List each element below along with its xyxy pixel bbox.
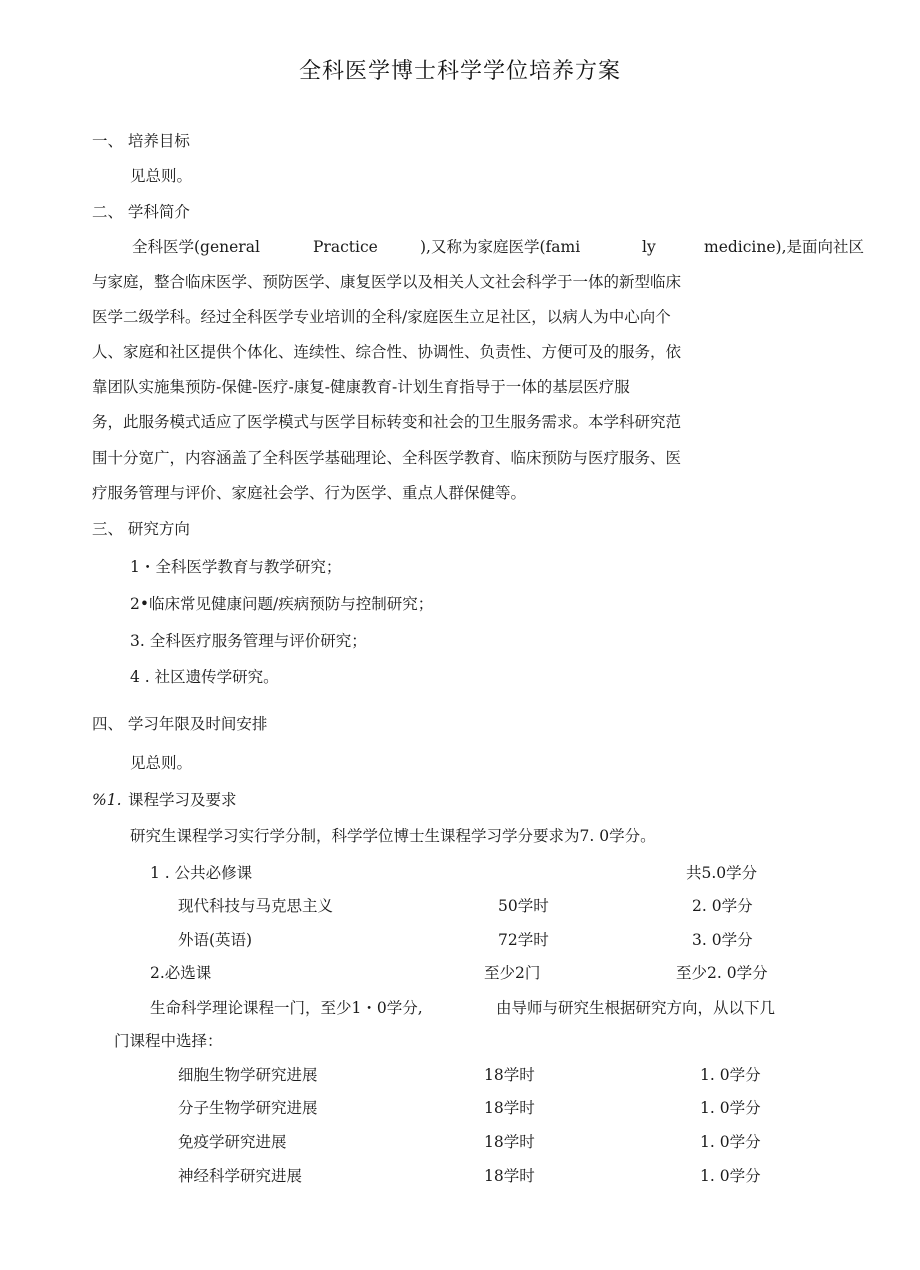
course-credits: 1. 0学分 bbox=[700, 1133, 761, 1151]
section-5-number: %1. bbox=[92, 791, 122, 809]
course-credits: 1. 0学分 bbox=[700, 1066, 761, 1084]
elective-note-c: 门课程中选择： bbox=[114, 1032, 223, 1050]
public-course-total: 共5.0学分 bbox=[686, 864, 758, 882]
intro-part-3: ),又称为家庭医学(fami bbox=[420, 238, 581, 256]
intro-part-5: medicine),是面向社区 bbox=[704, 238, 865, 256]
research-direction-item: 2•临床常见健康问题/疾病预防与控制研究； bbox=[130, 595, 434, 613]
intro-part-1: 全科医学(general bbox=[132, 238, 260, 256]
course-name: 神经科学研究进展 bbox=[178, 1167, 303, 1185]
course-credits: 3. 0学分 bbox=[692, 931, 753, 949]
section-1-body: 见总则。 bbox=[130, 167, 193, 185]
paragraph-line: 医学二级学科。经过全科医学专业培训的全科/家庭医生立足社区，以病人为中心向个 bbox=[92, 308, 671, 326]
public-course-label: 1 . 公共必修课 bbox=[150, 864, 253, 882]
course-name: 现代科技与马克思主义 bbox=[178, 897, 334, 915]
section-2-heading: 二、 学科简介 bbox=[92, 203, 190, 221]
course-name: 外语(英语) bbox=[178, 931, 253, 949]
research-direction-item: 3. 全科医疗服务管理与评价研究； bbox=[130, 632, 367, 650]
elective-course-count: 至少2门 bbox=[484, 964, 541, 982]
paragraph-line: 围十分宽广，内容涵盖了全科医学基础理论、全科医学教育、临床预防与医疗服务、医 bbox=[92, 449, 682, 467]
elective-course-credits: 至少2. 0学分 bbox=[676, 964, 768, 982]
research-direction-item: 1・全科医学教育与教学研究； bbox=[130, 558, 342, 576]
section-1-heading: 一、 培养目标 bbox=[92, 132, 190, 150]
section-4-body: 见总则。 bbox=[130, 754, 193, 772]
page-title: 全科医学博士科学学位培养方案 bbox=[298, 59, 621, 84]
course-credits: 1. 0学分 bbox=[700, 1099, 761, 1117]
course-hours: 18学时 bbox=[484, 1133, 535, 1151]
course-hours: 50学时 bbox=[498, 897, 549, 915]
elective-note-a: 生命科学理论课程一门，至少1・0学分, bbox=[150, 999, 423, 1017]
paragraph-line: 务，此服务模式适应了医学模式与医学目标转变和社会的卫生服务需求。本学科研究范 bbox=[92, 413, 682, 431]
paragraph-line: 靠团队实施集预防-保健-医疗-康复-健康教育-计划生育指导于一体的基层医疗服 bbox=[92, 378, 630, 396]
course-credits: 2. 0学分 bbox=[692, 897, 753, 915]
course-name: 分子生物学研究进展 bbox=[178, 1099, 318, 1117]
intro-part-4: ly bbox=[642, 238, 656, 256]
course-name: 免疫学研究进展 bbox=[178, 1133, 287, 1151]
course-hours: 18学时 bbox=[484, 1099, 535, 1117]
section-5-intro: 研究生课程学习实行学分制，科学学位博士生课程学习学分要求为7. 0学分。 bbox=[130, 827, 656, 845]
elective-course-label: 2.必选课 bbox=[150, 964, 212, 982]
course-hours: 72学时 bbox=[498, 931, 549, 949]
section-5-heading: 课程学习及要求 bbox=[128, 791, 237, 809]
course-hours: 18学时 bbox=[484, 1167, 535, 1185]
research-direction-item: 4 . 社区遗传学研究。 bbox=[130, 668, 279, 686]
section-4-heading: 四、 学习年限及时间安排 bbox=[92, 715, 268, 733]
course-name: 细胞生物学研究进展 bbox=[178, 1066, 318, 1084]
paragraph-line: 与家庭，整合临床医学、预防医学、康复医学以及相关人文社会科学于一体的新型临床 bbox=[92, 273, 682, 291]
paragraph-line: 人、家庭和社区提供个体化、连续性、综合性、协调性、负责性、方便可及的服务，依 bbox=[92, 343, 682, 361]
course-hours: 18学时 bbox=[484, 1066, 535, 1084]
elective-note-b: 由导师与研究生根据研究方向，从以下几 bbox=[496, 999, 776, 1017]
paragraph-line: 疗服务管理与评价、家庭社会学、行为医学、重点人群保健等。 bbox=[92, 484, 527, 502]
course-credits: 1. 0学分 bbox=[700, 1167, 761, 1185]
section-3-heading: 三、 研究方向 bbox=[92, 520, 190, 538]
intro-part-2: Practice bbox=[313, 238, 378, 256]
